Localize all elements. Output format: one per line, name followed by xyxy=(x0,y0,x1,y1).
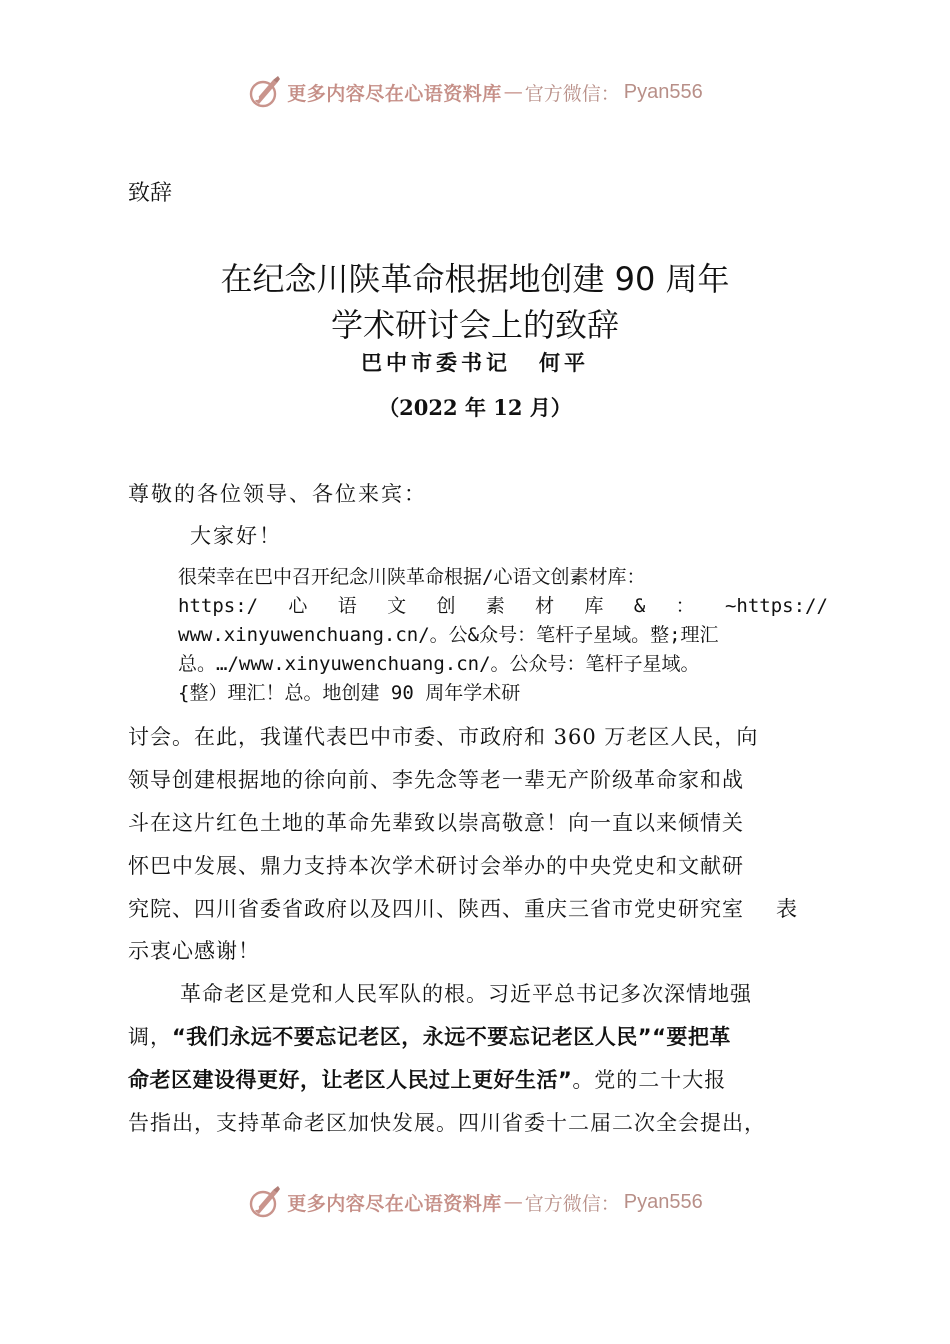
inserted-token: 创 xyxy=(436,595,456,617)
brush-pen-logo-icon xyxy=(247,74,283,110)
inserted-token: 素 xyxy=(485,595,505,617)
speech-date: （2022 年 12 月） xyxy=(378,395,572,420)
body-text-segment: 究院、四川省委省政府以及四川、陕西、重庆三省市党史研究室 xyxy=(128,897,744,921)
document-title-line-2: 学术研讨会上的致辞 xyxy=(330,306,619,344)
banner-wechat-label: 官方微信： xyxy=(524,82,620,105)
inserted-token: ~https:// xyxy=(724,595,828,617)
body-text-line xyxy=(128,1065,830,1095)
inserted-token: 心 xyxy=(288,595,308,617)
body-text-line xyxy=(128,1022,830,1052)
quote-bold-text: “我们永远不要忘记老区，永远不要忘记老区人民”“要把革 xyxy=(172,1025,731,1049)
banner-library-text: 更多内容尽在心语资料库 xyxy=(287,1192,502,1215)
body-text-line: 斗在这片红色土地的革命先辈致以崇高敬意！向一直以来倾情关 xyxy=(128,811,744,835)
inserted-token: 文 xyxy=(387,595,407,617)
inserted-line-3: www.xinyuwenchuang.cn/。公&众号：笔杆子星域。整;理汇 xyxy=(178,624,719,646)
body-text-line: 革命老区是党和人民军队的根。习近平总书记多次深情地强 xyxy=(180,982,752,1006)
inserted-token: 语 xyxy=(337,595,357,617)
footer-watermark-banner xyxy=(0,1182,950,1222)
author-line xyxy=(0,347,950,377)
body-text-line: 告指出，支持革命老区加快发展。四川省委十二届二次全会提出， xyxy=(128,1111,766,1135)
inserted-line-4: 总。…/www.xinyuwenchuang.cn/。公众号：笔杆子星域。 xyxy=(178,653,700,675)
inserted-token: 材 xyxy=(535,595,555,617)
inserted-token: & xyxy=(633,595,646,617)
inserted-token: ： xyxy=(675,595,695,617)
body-text-line xyxy=(128,894,830,924)
banner-wechat-id: Pyan556 xyxy=(623,1190,703,1213)
banner-library-text: 更多内容尽在心语资料库 xyxy=(287,82,502,105)
body-text-line: 讨会。在此，我谨代表巴中市委、市政府和 360 万老区人民，向 xyxy=(128,725,759,749)
body-text-line: 示衷心感谢！ xyxy=(128,939,260,963)
quote-bold-text: 命老区建设得更好，让老区人民过上更好生活” xyxy=(128,1068,573,1092)
body-text-segment: 调， xyxy=(128,1025,172,1049)
banner-wechat-label: 官方微信： xyxy=(524,1192,620,1215)
body-text-line: 怀巴中发展、鼎力支持本次学术研讨会举办的中央党史和文献研 xyxy=(128,854,744,878)
document-title-line-1: 在纪念川陕革命根据地创建 90 周年 xyxy=(220,260,730,298)
inserted-token: https:/ xyxy=(178,595,259,617)
inserted-token: 库 xyxy=(584,595,604,617)
inserted-line-5: {整）理汇！总。地创建 90 周年学术研 xyxy=(178,682,521,704)
banner-dash: — xyxy=(503,81,523,103)
author-position: 巴中市委书记 xyxy=(361,350,511,375)
header-watermark-banner xyxy=(0,72,950,112)
inserted-watermark-paragraph xyxy=(178,563,828,708)
body-text-segment: 。党的二十大报 xyxy=(572,1068,727,1092)
inserted-line-1: 很荣幸在巴中召开纪念川陕革命根据/心语文创素材库： xyxy=(178,566,646,588)
opening-greeting: 大家好！ xyxy=(190,524,282,548)
banner-wechat-id: Pyan556 xyxy=(623,80,703,103)
salutation: 尊敬的各位领导、各位来宾： xyxy=(128,482,427,506)
banner-dash: — xyxy=(503,1191,523,1213)
body-text-line: 领导创建根据地的徐向前、李先念等老一辈无产阶级革命家和战 xyxy=(128,768,744,792)
author-name: 何平 xyxy=(539,350,589,375)
body-text-segment: 表 xyxy=(776,897,798,921)
brush-pen-logo-icon xyxy=(247,1184,283,1220)
section-label: 致辞 xyxy=(128,181,173,206)
inserted-line-2 xyxy=(178,592,828,621)
